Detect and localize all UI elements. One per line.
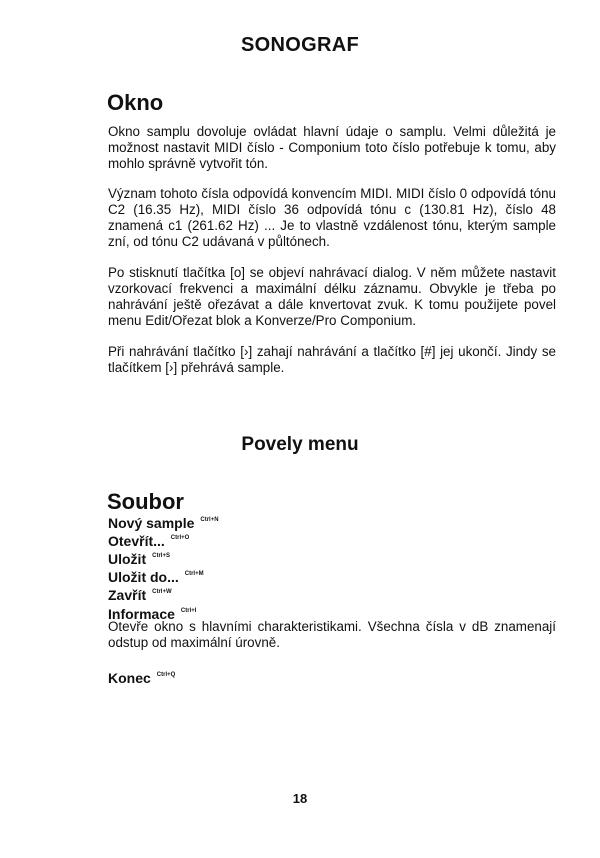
menu-item-label: Uložit <box>108 551 147 567</box>
menu-item-label: Informace <box>108 606 175 622</box>
paragraph-4: Při nahrávání tlačítko [›] zahají nahrávání a tlačítko [#] jej ukončí. Jindy se tlačítkem [›] přehrává sample. <box>108 344 556 375</box>
menu-heading-soubor: Soubor <box>107 489 184 514</box>
menu-item-ulozit-do <box>108 567 219 585</box>
shortcut-label: Ctrl+S <box>152 553 170 559</box>
paragraph-1: Okno samplu dovoluje ovládat hlavní údaje o samplu. Velmi důležitá je možnost nastavit MIDI číslo - Componium toto číslo potřebuje k tomu, aby mohlo správně vytvořit tón. <box>108 124 556 171</box>
shortcut-label: Ctrl+Q <box>156 672 176 678</box>
menu-item-otevrit <box>108 531 219 549</box>
section-heading-povely-menu: Povely menu <box>241 434 359 455</box>
paragraph-2: Význam tohoto čísla odpovídá konvencím MIDI. MIDI číslo 0 odpovídá tónu C2 (16.35 Hz), MIDI číslo 36 odpovídá tónu c (130.81 Hz), číslo 48 znamená c1 (261.62 Hz) ... Je to vlastně vzdálenost tónu, kterým sample zní, od tónu C2 udávaná v půltónech. <box>108 186 556 249</box>
menu-item-label: Uložit do... <box>108 569 179 585</box>
menu-item-ulozit <box>108 549 219 567</box>
menu-item-novy-sample <box>108 513 219 531</box>
shortcut-label: Ctrl+I <box>180 608 197 614</box>
page-number: 18 <box>292 791 308 806</box>
menu-item-label: Nový sample <box>108 515 195 531</box>
menu-item-label: Otevřít... <box>108 533 165 549</box>
menu-item-label: Zavřít <box>108 587 147 603</box>
shortcut-label: Ctrl+O <box>170 535 190 541</box>
shortcut-label: Ctrl+W <box>152 589 172 595</box>
page-title: SONOGRAF <box>241 34 359 56</box>
shortcut-label: Ctrl+M <box>184 571 204 577</box>
section-heading-okno: Okno <box>107 90 164 115</box>
menu-item-konec <box>108 668 175 686</box>
shortcut-label: Ctrl+N <box>200 517 219 523</box>
menu-item-zavrit <box>108 585 219 603</box>
informace-description: Otevře okno s hlavními charakteristikami. Všechna čísla v dB znamenají odstup od maximální úrovně. <box>108 619 556 650</box>
menu-item-label: Konec <box>108 670 151 686</box>
menu-list <box>108 513 219 603</box>
paragraph-3: Po stisknutí tlačítka [o] se objeví nahrávací dialog. V něm můžete nastavit vzorkovací frekvenci a maximální délku záznamu. Obvykle je třeba po nahrávání ještě ořezávat a dále knvertovat zvuk. K tomu použijete povel menu Edit/Ořezat blok a Konverze/Pro Componium. <box>108 265 556 328</box>
